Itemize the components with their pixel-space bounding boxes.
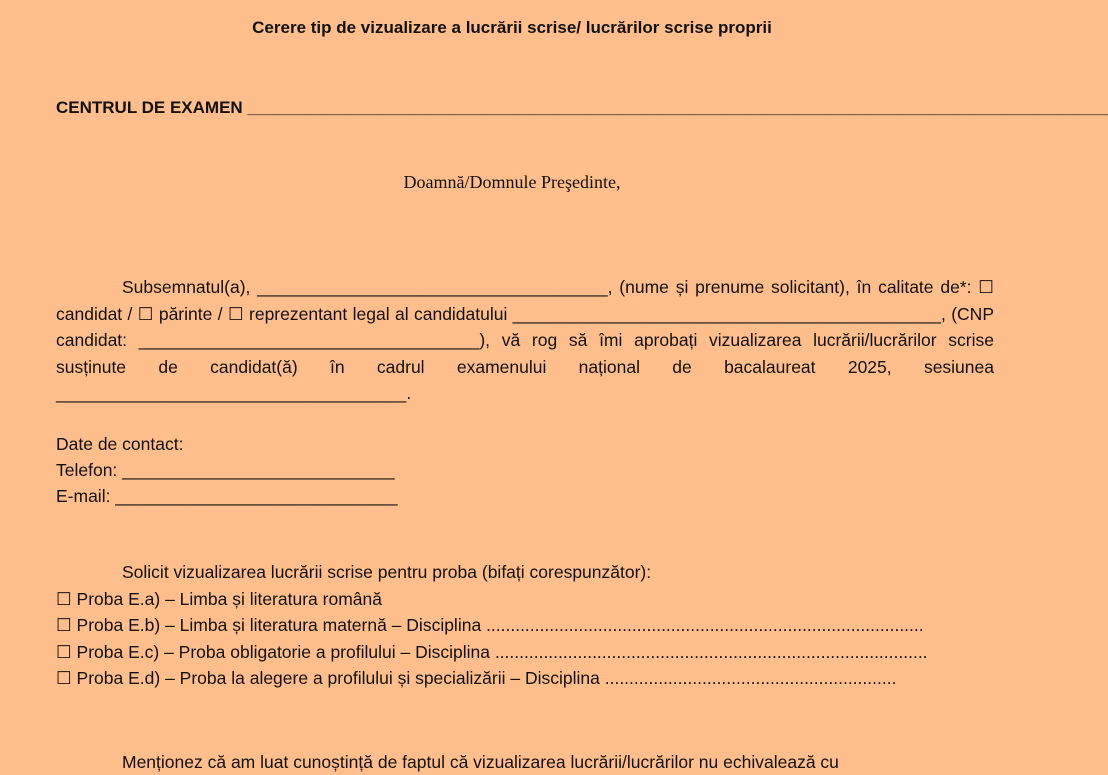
mention-paragraph: Menționez că am luat cunoștință de faptul că vizualizarea lucrării/lucrărilor nu echivalează cu bbox=[122, 752, 839, 772]
contact-section bbox=[56, 431, 656, 509]
salutation: Doamnă/Domnule Preşedinte, bbox=[403, 172, 621, 192]
email-field: E-mail: _____________________________ bbox=[56, 486, 398, 506]
exam-selection-section bbox=[56, 559, 996, 692]
page-title: Cerere tip de vizualizare a lucrării scrise/ lucrărilor scrise proprii bbox=[252, 18, 772, 37]
option-proba-eb: ☐ Proba E.b) – Limba și literatura maternă – Disciplina .......................................................................................... bbox=[56, 615, 924, 635]
solicit-heading: Solicit vizualizarea lucrării scrise pentru proba (bifați corespunzător): bbox=[122, 562, 652, 582]
contact-heading: Date de contact: bbox=[56, 434, 184, 454]
exam-center-field: CENTRUL DE EXAMEN ___________________________________________________________________________________________ bbox=[56, 98, 1108, 117]
option-proba-ec: ☐ Proba E.c) – Proba obligatorie a profilului – Disciplina ......................................................................................... bbox=[56, 641, 928, 662]
phone-field: Telefon: ____________________________ bbox=[56, 460, 395, 480]
option-proba-ea: ☐ Proba E.a) – Limba și literatura română bbox=[56, 588, 382, 609]
request-paragraph bbox=[56, 274, 994, 407]
option-proba-ed: ☐ Proba E.d) – Proba la alegere a profilului și specializării – Disciplina ............................................................ bbox=[56, 668, 897, 688]
request-paragraph-text: Subsemnatul(a), ____________________________________, (nume și prenume solicitant), în calitate de*: ☐ candidat / ☐ părinte / ☐ reprezentant legal al candidatului ____________________________________________, (CNP candidat: ___________________________________), vă rog să îmi aprobați vizualizarea lucrării/lucrărilor scrise susținute de candidat(ă) în cadrul examenului național de bacalaureat 2025, sesiunea ____________________________________. bbox=[56, 277, 994, 403]
